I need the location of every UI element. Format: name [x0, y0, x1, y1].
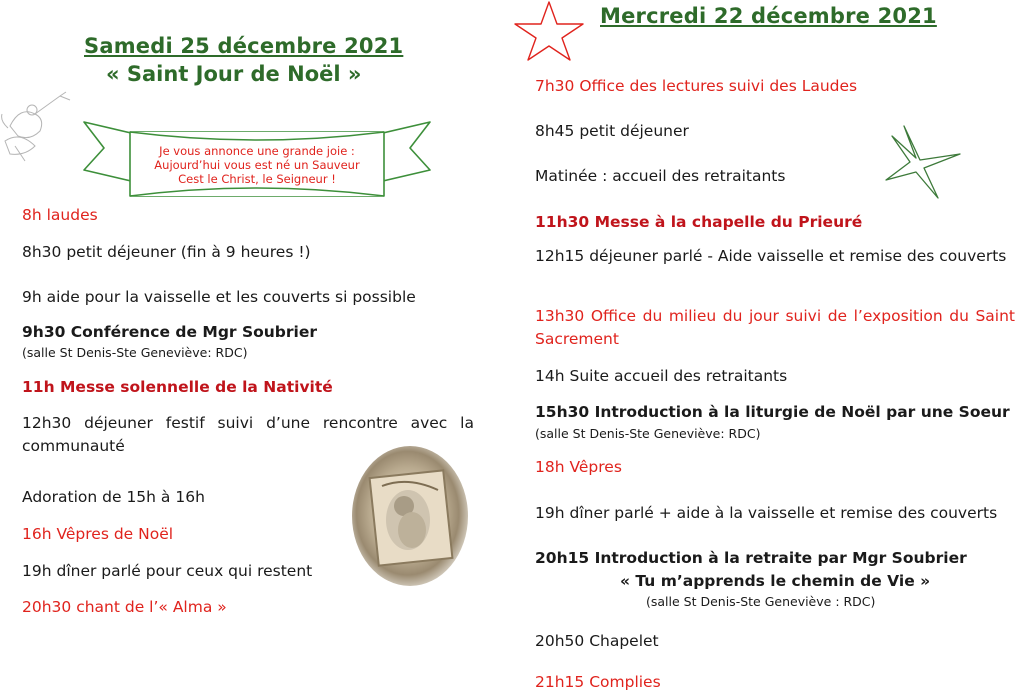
right-item-compline: 21h15 Complies [535, 673, 661, 691]
right-item-rosary: 20h50 Chapelet [535, 632, 659, 650]
red-star-icon [513, 0, 585, 62]
left-subtitle: « Saint Jour de Noël » [106, 62, 362, 86]
left-item-adoration: Adoration de 15h à 16h [22, 488, 205, 506]
left-item-dinner: 19h dîner parlé pour ceux qui restent [22, 562, 313, 580]
right-item-dinner: 19h dîner parlé + aide à la vaisselle et remise des couverts [535, 504, 998, 522]
right-item-retreat-room: (salle St Denis-Ste Geneviève : RDC) [646, 594, 876, 609]
left-item-alma: 20h30 chant de l’« Alma » [22, 598, 227, 616]
right-item-liturgy-intro: 15h30 Introduction à la liturgie de Noël par une Soeur [535, 403, 1010, 421]
right-item-breakfast: 8h45 petit déjeuner [535, 122, 689, 140]
left-item-mass: 11h Messe solennelle de la Nativité [22, 378, 333, 396]
green-star-icon [882, 122, 962, 202]
banner-line-1: Je vous annonce une grande joie : [159, 144, 355, 158]
left-item-vespers: 16h Vêpres de Noël [22, 525, 174, 543]
right-item-welcome-cont: 14h Suite accueil des retraitants [535, 367, 788, 385]
right-item-retreat-theme: « Tu m’apprends le chemin de Vie » [620, 572, 931, 590]
right-item-office-midday: 13h30 Office du milieu du jour suivi de l’exposition du Saint Sacrement [535, 307, 1015, 348]
left-item-laudes: 8h laudes [22, 206, 98, 224]
right-title: Mercredi 22 décembre 2021 [600, 4, 937, 28]
right-item-welcome: Matinée : accueil des retraitants [535, 167, 786, 185]
right-item-lunch: 12h15 déjeuner parlé - Aide vaisselle et remise des couverts [535, 247, 1007, 265]
left-title: Samedi 25 décembre 2021 [84, 34, 404, 58]
banner-line-2: Aujourd’hui vous est né un Sauveur [154, 158, 360, 172]
right-item-liturgy-room: (salle St Denis-Ste Geneviève: RDC) [535, 426, 761, 441]
left-item-breakfast: 8h30 petit déjeuner (fin à 9 heures !) [22, 243, 311, 261]
right-item-vespers: 18h Vêpres [535, 458, 622, 476]
angel-icon [0, 86, 80, 166]
right-item-retreat-intro: 20h15 Introduction à la retraite par Mgr Soubrier [535, 549, 967, 567]
right-item-mass: 11h30 Messe à la chapelle du Prieuré [535, 213, 863, 231]
banner-text [130, 144, 384, 186]
nativity-image-icon [352, 446, 468, 586]
left-item-conference-room: (salle St Denis-Ste Geneviève: RDC) [22, 345, 248, 360]
left-item-conference: 9h30 Conférence de Mgr Soubrier [22, 323, 318, 341]
banner-line-3: Cest le Christ, le Seigneur ! [178, 172, 336, 186]
nativity-photo [352, 446, 468, 586]
left-item-dishes: 9h aide pour la vaisselle et les couverts si possible [22, 288, 416, 306]
right-item-office-lectures: 7h30 Office des lectures suivi des Laudes [535, 77, 858, 95]
left-item-lunch: 12h30 déjeuner festif suivi d’une rencontre avec la communauté [22, 414, 474, 455]
